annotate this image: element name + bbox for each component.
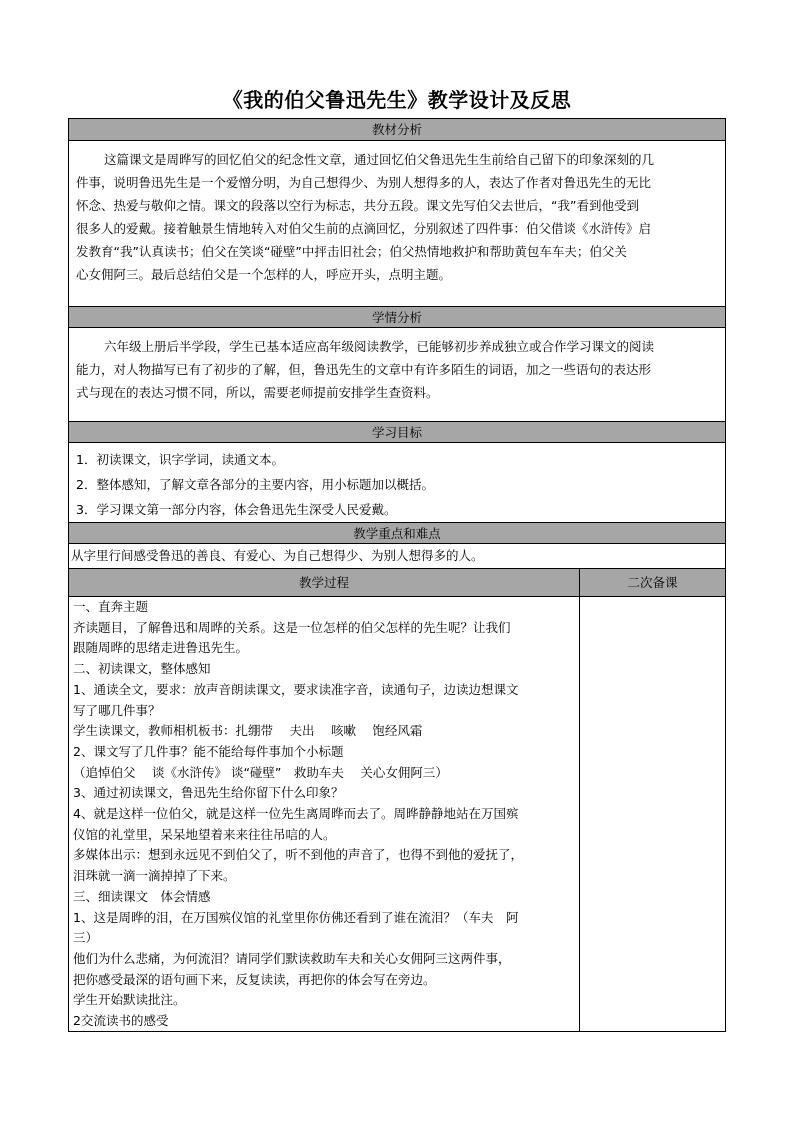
material-line: 件事，说明鲁迅先生是一个爱憎分明，为自己想得少、为别人想得多的人，表达了作者对鲁迅先生的无比 bbox=[76, 175, 652, 190]
teaching-process-body bbox=[73, 597, 575, 1032]
material-line: 发教育“我”认真读书；伯父在笑谈“碰壁”中抨击旧社会；伯父热情地救护和帮助黄包车车夫；伯父关 bbox=[76, 244, 627, 259]
process-line: 多媒体出示：想到永远见不到伯父了，听不到他的声音了，也得不到他的爱抚了， bbox=[73, 847, 524, 863]
material-line: 怀念、热爱与敬仰之情。课文的段落以空行为标志，共分五段。课文先写伯父去世后，“我”看到他受到 bbox=[76, 198, 639, 213]
process-line: 写了哪几件事？ bbox=[73, 702, 161, 718]
process-line: 齐读题目，了解鲁迅和周晔的关系。这是一位怎样的伯父怎样的先生呢？让我们 bbox=[73, 619, 511, 635]
process-line: 二、初读课文，整体感知 bbox=[73, 661, 211, 677]
goal-item: 2．整体感知，了解文章各部分的主要内容，用小标题加以概括。 bbox=[76, 477, 434, 492]
process-line: 1、通读全文，要求：放声音朗读课文，要求读准字音，读通句子，边读边想课文 bbox=[73, 681, 519, 697]
process-line: 一、直奔主题 bbox=[73, 599, 149, 614]
student-analysis-header: 学情分析 bbox=[69, 306, 725, 328]
student-line: 六年级上册后半学段，学生已基本适应高年级阅读教学，已能够初步养成独立或合作学习课文的阅读 bbox=[104, 339, 655, 354]
goal-item: 3．学习课文第一部分内容，体会鲁迅先生深受人民爱戴。 bbox=[76, 502, 397, 517]
key-points-text: 从字里行间感受鲁迅的善良、有爱心、为自己想得少、为别人想得多的人。 bbox=[71, 548, 484, 563]
material-line: 很多人的爱戴。接着触景生情地转入对伯父生前的点滴回忆，分别叙述了四件事：伯父借谈《水浒传》启 bbox=[76, 221, 652, 236]
learning-goals-header: 学习目标 bbox=[69, 421, 725, 443]
student-line: 式与现在的表达习惯不同，所以，需要老师提前安排学生查资料。 bbox=[76, 385, 439, 400]
process-line: （追悼伯父 谈《水浒传》 谈“碰壁” 救助车夫 关心女佣阿三） bbox=[73, 764, 448, 780]
student-line: 能力，对人物描写已有了初步的了解，但，鲁迅先生的文章中有许多陌生的词语，加之一些语句的表达形 bbox=[76, 362, 652, 377]
process-line: 仪馆的礼堂里，呆呆地望着来来往往吊唁的人。 bbox=[73, 826, 336, 842]
process-line: 三、细读课文 体会情感 bbox=[73, 888, 211, 904]
process-line: 2、课文写了几件事？能不能给每件事加个小标题 bbox=[73, 743, 344, 759]
process-line: 1、这是周晔的泪，在万国殡仪馆的礼堂里你仿佛还看到了谁在流泪？（车夫 阿 bbox=[73, 909, 519, 925]
second-preparation-header: 二次备课 bbox=[580, 569, 725, 597]
lesson-plan-table bbox=[68, 118, 726, 1032]
page-title: 《我的伯父鲁迅先生》教学设计及反思 bbox=[222, 88, 572, 112]
column-divider bbox=[579, 569, 580, 1031]
process-line: 泪珠就一滴一滴掉掉了下来。 bbox=[73, 868, 236, 884]
key-points-header: 教学重点和难点 bbox=[69, 522, 725, 544]
process-line: 2交流读书的感受 bbox=[73, 1013, 169, 1029]
process-line: 跟随周晔的思绪走进鲁迅先生。 bbox=[73, 640, 249, 656]
teaching-process-header: 教学过程 bbox=[69, 569, 579, 597]
process-line: 学生开始默读批注。 bbox=[73, 992, 186, 1008]
material-line: 心女佣阿三。最后总结伯父是一个怎样的人，呼应开头，点明主题。 bbox=[76, 267, 452, 282]
material-analysis-header: 教材分析 bbox=[69, 119, 725, 141]
process-line: 学生读课文，教师相机板书：扎绷带 夫出 咳嗽 饱经风霜 bbox=[73, 723, 423, 739]
material-line: 这篇课文是周晔写的回忆伯父的纪念性文章，通过回忆伯父鲁迅先生生前给自己留下的印象深刻的几 bbox=[104, 152, 655, 167]
process-line: 3、通过初读课文，鲁迅先生给你留下什么印象？ bbox=[73, 785, 344, 801]
process-line: 4、就是这样一位伯父，就是这样一位先生离周晔而去了。周晔静静地站在万国殡 bbox=[73, 806, 519, 822]
goal-item: 1．初读课文，识字学词，读通文本。 bbox=[76, 452, 284, 467]
process-line: 他们为什么悲痛，为何流泪？请同学们默读救助车夫和关心女佣阿三这两件事， bbox=[73, 950, 511, 966]
process-line: 三） bbox=[73, 930, 99, 946]
process-line: 把你感受最深的语句画下来，反复读读，再把你的体会写在旁边。 bbox=[73, 971, 436, 987]
